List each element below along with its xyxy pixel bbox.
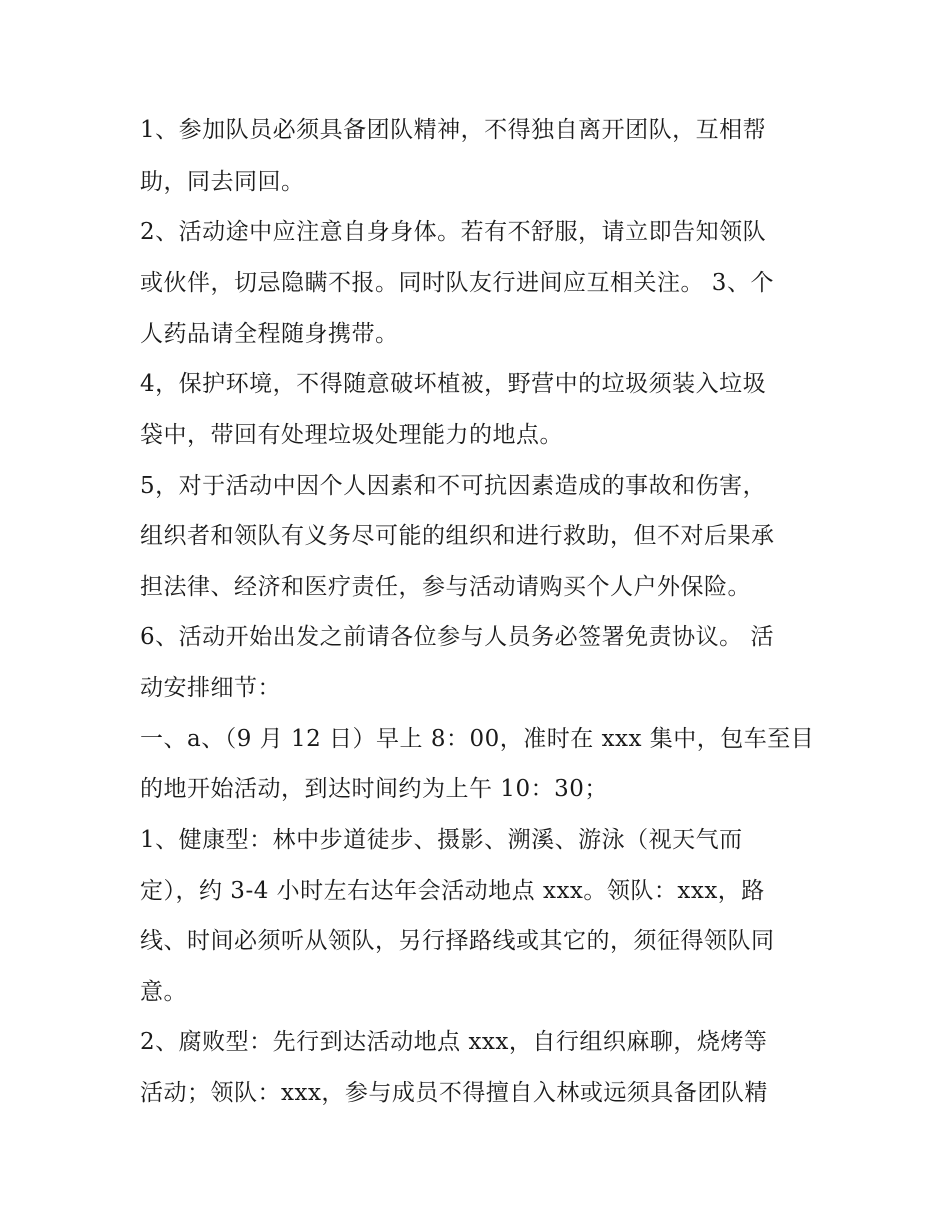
- text-line: 一、a、（9 月 12 日）早上 8：00，准时在 xxx 集中，包车至目: [140, 726, 815, 752]
- text-line: 或伙伴，切忌隐瞒不报。同时队友行进间应互相关注。 3、个: [140, 270, 774, 296]
- text-line: 的地开始活动，到达时间约为上午 10：30；: [140, 776, 608, 802]
- text-line: 1、健康型：林中步道徒步、摄影、溯溪、游泳（视天气而: [140, 827, 743, 853]
- text-line: 助，同去同回。: [140, 169, 305, 195]
- text-line: 2、活动途中应注意自身身体。若有不舒服，请立即告知领队: [140, 219, 767, 245]
- text-line: 2、腐败型：先行到达活动地点 xxx，自行组织麻聊，烧烤等: [140, 1029, 768, 1055]
- text-line: 定），约 3-4 小时左右达年会活动地点 xxx。领队：xxx，路: [140, 878, 765, 904]
- text-line: 担法律、经济和医疗责任，参与活动请购买个人户外保险。: [140, 574, 751, 600]
- text-line: 动安排细节：: [140, 675, 281, 701]
- text-line: 1、参加队员必须具备团队精神，不得独自离开团队，互相帮: [140, 117, 767, 143]
- text-line: 4，保护环境，不得随意破坏植被，野营中的垃圾须装入垃圾: [140, 371, 767, 397]
- text-line: 活动；领队：xxx，参与成员不得擅自入林或远须具备团队精: [140, 1080, 768, 1106]
- text-line: 6、活动开始出发之前请各位参与人员务必签署免责协议。 活: [140, 624, 774, 650]
- text-line: 线、时间必须听从领队，另行择路线或其它的，须征得领队同: [140, 928, 775, 954]
- text-line: 5，对于活动中因个人因素和不可抗因素造成的事故和伤害，: [140, 473, 767, 499]
- text-line: 组织者和领队有义务尽可能的组织和进行救助，但不对后果承: [140, 523, 775, 549]
- text-line: 意。: [140, 979, 187, 1005]
- text-line: 袋中，带回有处理垃圾处理能力的地点。: [140, 422, 563, 448]
- text-line: 人药品请全程随身携带。: [140, 321, 399, 347]
